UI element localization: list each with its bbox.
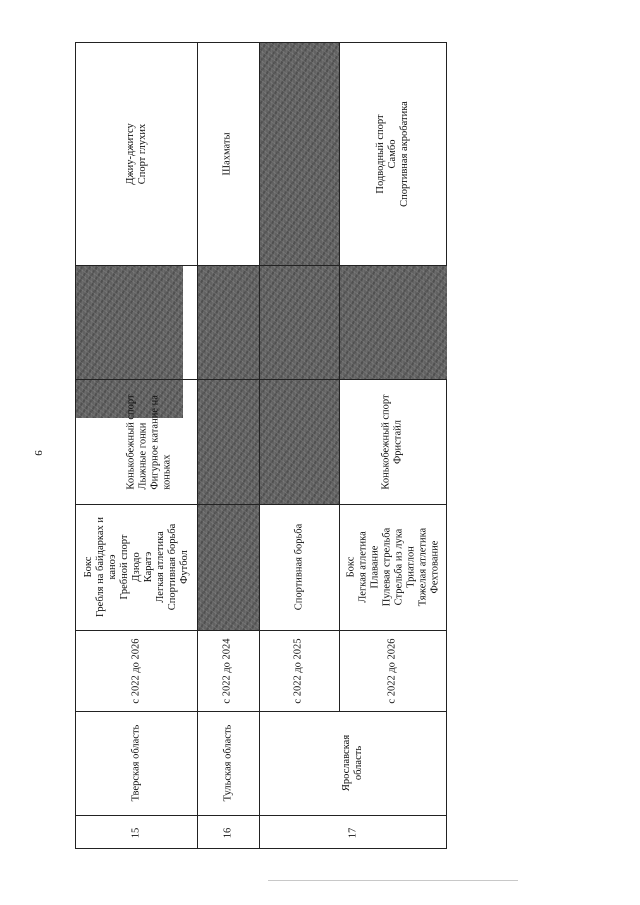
- sport-item: Пулевая стрельба: [381, 527, 392, 607]
- cell-num-15: [76, 815, 197, 850]
- sport-item: Конькобежный спорт: [125, 393, 137, 490]
- shade-block-r16-col7: [259, 43, 339, 265]
- cell-period-16: [197, 630, 259, 711]
- page-number: 9: [32, 450, 44, 456]
- sport-item: Спорт глухих: [136, 123, 148, 185]
- period: с 2022 до 2025: [292, 637, 304, 704]
- cell-period-15: [76, 630, 197, 711]
- sport-item: Плавание: [369, 545, 380, 589]
- sport-item: Шахматы: [221, 132, 233, 176]
- sport-item: Дзюдо: [130, 552, 142, 582]
- region-sports-table: [75, 42, 447, 849]
- cell-summer-17a: [259, 504, 339, 630]
- cell-summer-15: [76, 504, 197, 630]
- region-name: Тверская область: [130, 724, 142, 802]
- cell-num-16: [197, 815, 259, 850]
- cell-region-16: [197, 711, 259, 815]
- row-number: 17: [347, 827, 358, 838]
- cell-num-17: [259, 815, 447, 850]
- period: с 2022 до 2024: [222, 637, 234, 704]
- sport-item: Подводный спорт: [375, 114, 386, 194]
- sport-item: Самбо: [387, 139, 398, 169]
- col-border-7-6: [76, 265, 447, 266]
- shade-block-r17b-col6: [339, 265, 447, 379]
- sport-item: Легкая атлетика: [357, 531, 368, 603]
- cell-period-17a: [259, 630, 339, 711]
- sport-item: Фигурное катание на: [149, 394, 161, 490]
- sport-item: Конькобежный спорт: [380, 393, 392, 490]
- sport-item: Легкая атлетика: [154, 531, 166, 603]
- sport-item: Гребной спорт: [118, 534, 130, 600]
- sport-item: Фристайл: [392, 419, 404, 464]
- sport-item: Гребля на байдарках и: [94, 517, 106, 617]
- region-name-line: область: [352, 745, 364, 781]
- row-number: 16: [222, 827, 233, 838]
- cell-region-15: [76, 711, 197, 815]
- sport-item: Спортивная борьба: [166, 523, 178, 611]
- sport-item: Каратэ: [142, 551, 154, 583]
- shade-block-r16-col6: [197, 265, 259, 379]
- sport-item: Джиу-джитсу: [124, 123, 136, 185]
- sport-item: Стрельба из лука: [393, 528, 404, 606]
- sport-item: Футбол: [178, 550, 190, 584]
- sport-item: Фехтование: [429, 540, 440, 594]
- shade-block-r17a-col5: [259, 379, 339, 504]
- cell-winter-17b: [339, 379, 447, 504]
- period: с 2022 до 2026: [386, 637, 398, 704]
- region-name-line: Ярославская: [340, 734, 352, 792]
- sport-item: Спортивная акробатика: [399, 101, 410, 207]
- sport-item: Триатлон: [405, 546, 416, 588]
- shade-block-r17a-col6: [259, 265, 339, 379]
- shade-block-r16-col4: [197, 504, 259, 630]
- sport-item: Бокс: [82, 556, 94, 578]
- scan-edge-line: [268, 880, 518, 881]
- cell-region-17: [259, 711, 447, 815]
- cell-other-16: [197, 43, 259, 265]
- sport-item: каноэ: [106, 554, 118, 580]
- period: с 2022 до 2026: [130, 637, 142, 704]
- sport-item: коньках: [161, 454, 173, 490]
- region-name: Тульская область: [222, 724, 234, 802]
- cell-other-15: [76, 43, 197, 265]
- cell-other-17: [339, 43, 447, 265]
- cell-summer-17b: [339, 504, 447, 630]
- shade-block-r16-col5: [197, 379, 259, 504]
- sport-item: Бокс: [345, 556, 356, 578]
- sport-item: Лыжные гонки: [137, 422, 149, 490]
- cell-period-17b: [339, 630, 447, 711]
- row-number: 15: [130, 827, 142, 838]
- sport-item: Тяжелая атлетика: [417, 527, 428, 607]
- sport-item: Спортивная борьба: [293, 523, 304, 611]
- cell-winter-15: [76, 379, 197, 504]
